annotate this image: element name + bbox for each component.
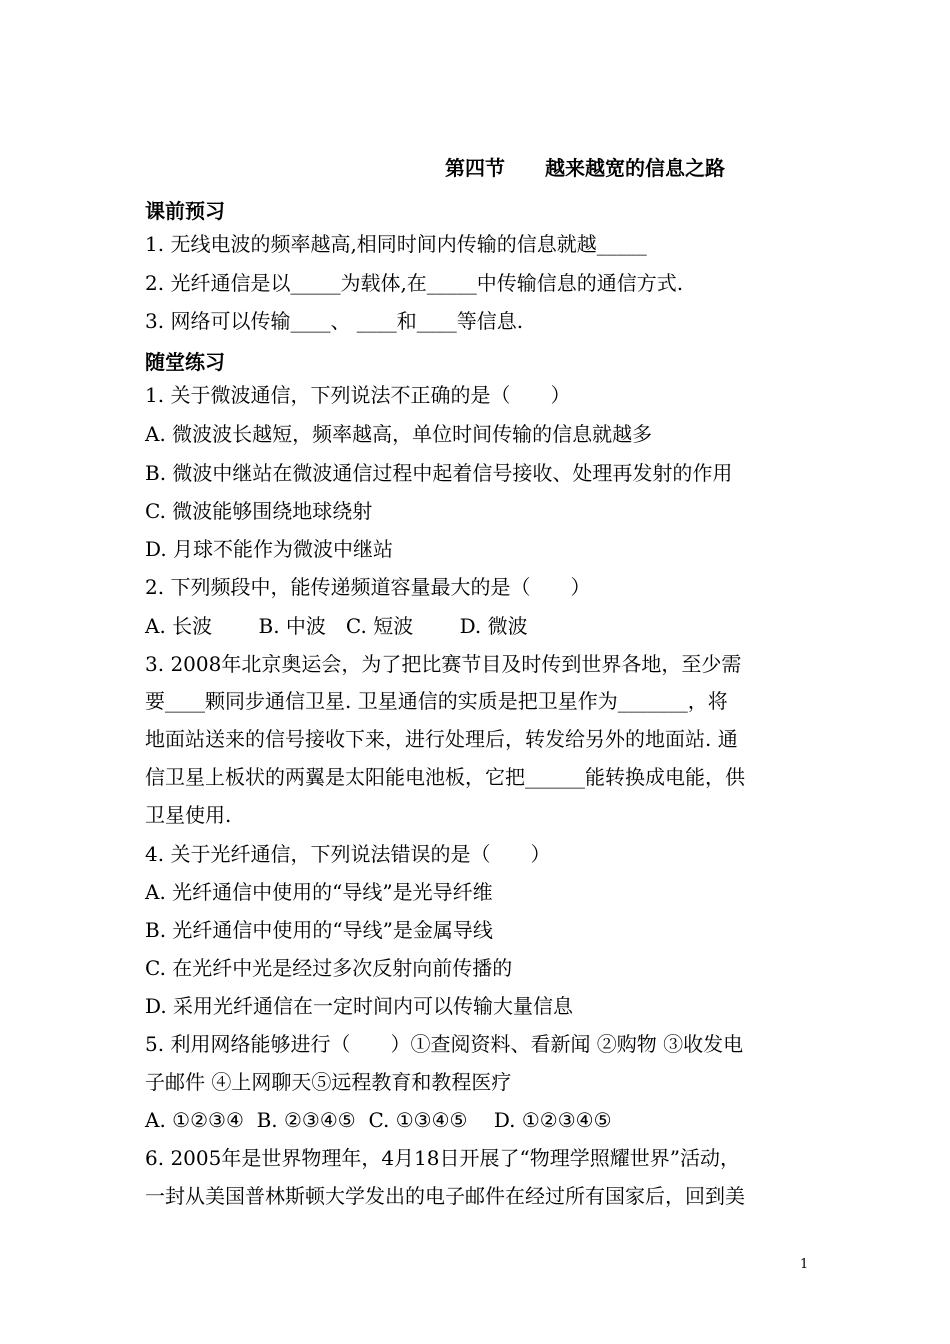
question-line: 地面站送来的信号接收下来，进行处理后，转发给另外的地面站. 通 [145, 727, 738, 751]
question-line: 要____颗同步通信卫星. 卫星通信的实质是把卫星作为_______，将 [145, 689, 728, 713]
option-line: A. ①②③④ B. ②③④⑤ C. ①③④⑤ D. ①②③④⑤ [145, 1108, 612, 1132]
question-line: 卫星使用. [145, 803, 232, 827]
question-line: 4. 关于光纤通信，下列说法错误的是（ ） [145, 842, 551, 866]
question-line: 3. 2008年北京奥运会，为了把比赛节目及时传到世界各地，至少需 [145, 652, 742, 676]
page-title: 第四节 越来越宽的信息之路 [445, 156, 725, 180]
page-number: 1 [800, 1257, 809, 1272]
option-line: A. 长波 B. 中波 C. 短波 D. 微波 [145, 614, 528, 638]
question-line: 3. 网络可以传输____、 ____和____等信息. [145, 309, 524, 333]
option-line: B. 光纤通信中使用的“导线”是金属导线 [145, 918, 493, 942]
question-line: 5. 利用网络能够进行（ ）①查阅资料、看新闻 ②购物 ③收发电 [145, 1032, 744, 1056]
question-line: 一封从美国普林斯顿大学发出的电子邮件在经过所有国家后，回到美 [145, 1184, 745, 1208]
section-heading-preview: 课前预习 [145, 199, 225, 223]
section-heading-practice: 随堂练习 [145, 350, 225, 374]
question-line: 1. 关于微波通信，下列说法不正确的是（ ） [145, 383, 571, 407]
question-line: 1. 无线电波的频率越高,相同时间内传输的信息就越_____ [145, 232, 647, 256]
question-line: 信卫星上板状的两翼是太阳能电池板，它把______能转换成电能，供 [145, 765, 745, 789]
option-line: C. 在光纤中光是经过多次反射向前传播的 [145, 956, 513, 980]
question-line: 子邮件 ④上网聊天⑤远程教育和教程医疗 [145, 1070, 512, 1094]
option-line: C. 微波能够围绕地球绕射 [145, 499, 373, 523]
option-line: B. 微波中继站在微波通信过程中起着信号接收、处理再发射的作用 [145, 461, 733, 485]
question-line: 2. 光纤通信是以_____为载体,在_____中传输信息的通信方式. [145, 271, 684, 295]
question-line: 6. 2005年是世界物理年，4月18日开展了“物理学照耀世界”活动， [145, 1146, 740, 1170]
option-line: D. 月球不能作为微波中继站 [145, 537, 394, 561]
option-line: D. 采用光纤通信在一定时间内可以传输大量信息 [145, 994, 574, 1018]
question-line: 2. 下列频段中，能传递频道容量最大的是（ ） [145, 575, 591, 599]
option-line: A. 光纤通信中使用的“导线”是光导纤维 [145, 880, 493, 904]
option-line: A. 微波波长越短，频率越高，单位时间传输的信息就越多 [145, 422, 653, 446]
